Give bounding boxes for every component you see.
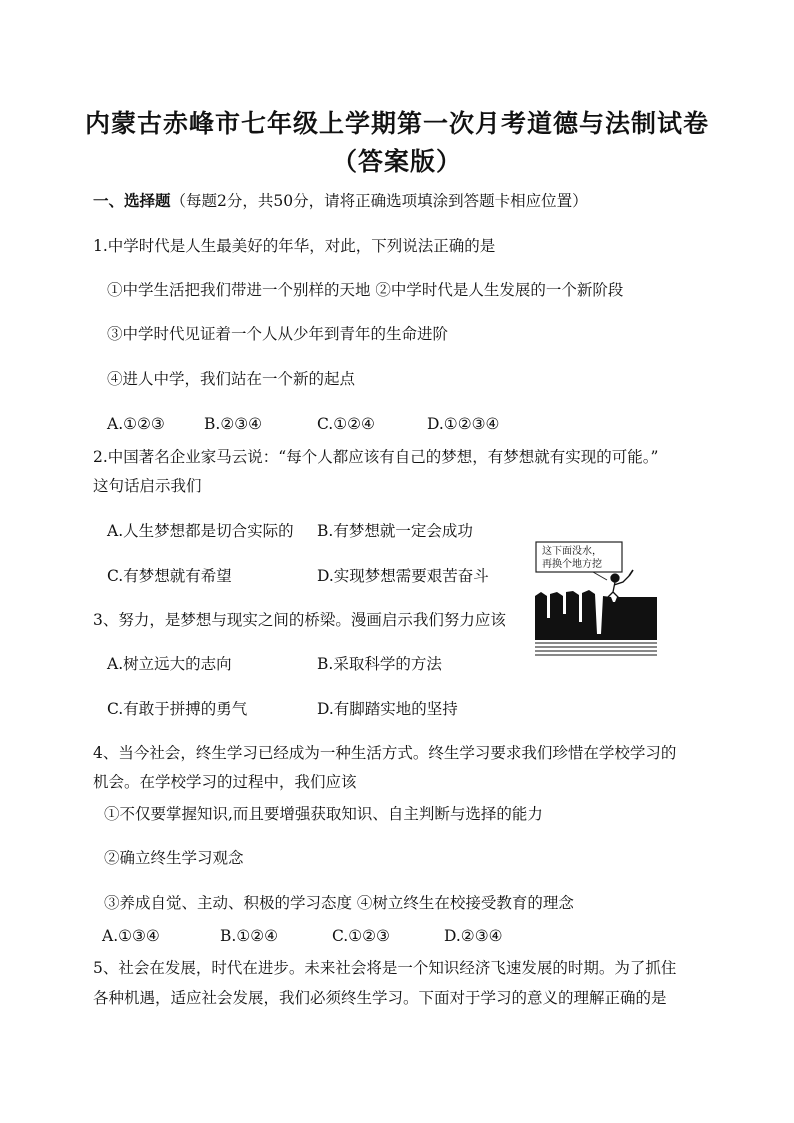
q3-stem: 3、努力，是梦想与现实之间的桥梁。漫画启示我们努力应该 — [93, 611, 506, 629]
q2-option-d[interactable]: D.实现梦想需要艰苦奋斗 — [317, 567, 489, 585]
q1-option-c[interactable]: C.①②④ — [317, 415, 375, 433]
cartoon-illustration — [533, 540, 659, 662]
q2-options-row-1 — [107, 521, 527, 541]
q3-option-d[interactable]: D.有脚踏实地的坚持 — [317, 700, 458, 718]
q4-statement-3: ③养成自觉、主动、积极的学习态度 ④树立终生在校接受教育的理念 — [104, 894, 574, 912]
q1-option-d[interactable]: D.①②③④ — [427, 415, 500, 433]
q2-stem: 2.中国著名企业家马云说：“每个人都应该有自己的梦想，有梦想就有实现的可能。” — [93, 448, 659, 466]
section-note: （每题2分，共50分，请将正确选项填涂到答题卡相应位置） — [170, 192, 588, 210]
q1-stem: 1.中学时代是人生最美好的年华，对此，下列说法正确的是 — [93, 237, 496, 255]
q4-options — [102, 926, 522, 946]
q4-stem: 4、当今社会，终生学习已经成为一种生活方式。终生学习要求我们珍惜在学校学习的 — [93, 744, 677, 762]
q2-option-c[interactable]: C.有梦想就有希望 — [107, 567, 232, 585]
q1-statement-1: ①中学生活把我们带进一个别样的天地 ②中学时代是人生发展的一个新阶段 — [107, 281, 624, 299]
q5-stem: 5、社会在发展，时代在进步。未来社会将是一个知识经济飞速发展的时期。为了抓住 — [93, 959, 677, 977]
q1-statement-2: ③中学时代见证着一个人从少年到青年的生命进阶 — [107, 325, 449, 343]
q4-option-b[interactable]: B.①②④ — [220, 927, 279, 945]
q1-option-b[interactable]: B.②③④ — [204, 415, 263, 433]
page-title-line-1: 内蒙古赤峰市七年级上学期第一次月考道德与法制试卷 — [84, 109, 709, 138]
q4-option-c[interactable]: C.①②③ — [332, 927, 390, 945]
q2-option-a[interactable]: A.人生梦想都是切合实际的 — [107, 522, 294, 540]
q4-option-a[interactable]: A.①③④ — [102, 927, 160, 945]
section-label: 一、选择题 — [93, 191, 171, 210]
q5-stem-cont: 各种机遇，适应社会发展，我们必须终生学习。下面对于学习的意义的理解正确的是 — [93, 989, 667, 1007]
q3-option-b[interactable]: B.采取科学的方法 — [317, 655, 442, 673]
digger-figure-icon — [607, 570, 633, 598]
q2-option-b[interactable]: B.有梦想就一定会成功 — [317, 522, 473, 540]
q1-options — [107, 414, 527, 434]
q4-statement-2: ②确立终生学习观念 — [104, 849, 244, 867]
q2-options-row-2 — [107, 566, 527, 586]
q3-option-a[interactable]: A.树立远大的志向 — [107, 655, 232, 673]
q3-options-row-2 — [107, 699, 527, 719]
q3-option-c[interactable]: C.有敢于拼搏的勇气 — [107, 700, 248, 718]
q1-option-a[interactable]: A.①②③ — [107, 415, 165, 433]
q2-stem-cont: 这句话启示我们 — [93, 477, 202, 495]
q1-statement-3: ④进人中学，我们站在一个新的起点 — [107, 370, 356, 388]
cartoon-caption-2: 再换个地方挖 — [542, 559, 602, 570]
q4-option-d[interactable]: D.②③④ — [444, 927, 503, 945]
q3-options-row-1 — [107, 654, 527, 674]
underground-water-lines — [535, 643, 657, 655]
q4-stem-cont: 机会。在学校学习的过程中，我们应该 — [93, 773, 357, 791]
ground-with-holes — [535, 590, 657, 640]
cartoon-caption-1: 这下面没水， — [542, 546, 602, 557]
section-heading — [93, 191, 588, 211]
page-title-line-2: （答案版） — [331, 147, 462, 176]
q4-statement-1: ①不仅要掌握知识,而且要增强获取知识、自主判断与选择的能力 — [104, 805, 543, 823]
